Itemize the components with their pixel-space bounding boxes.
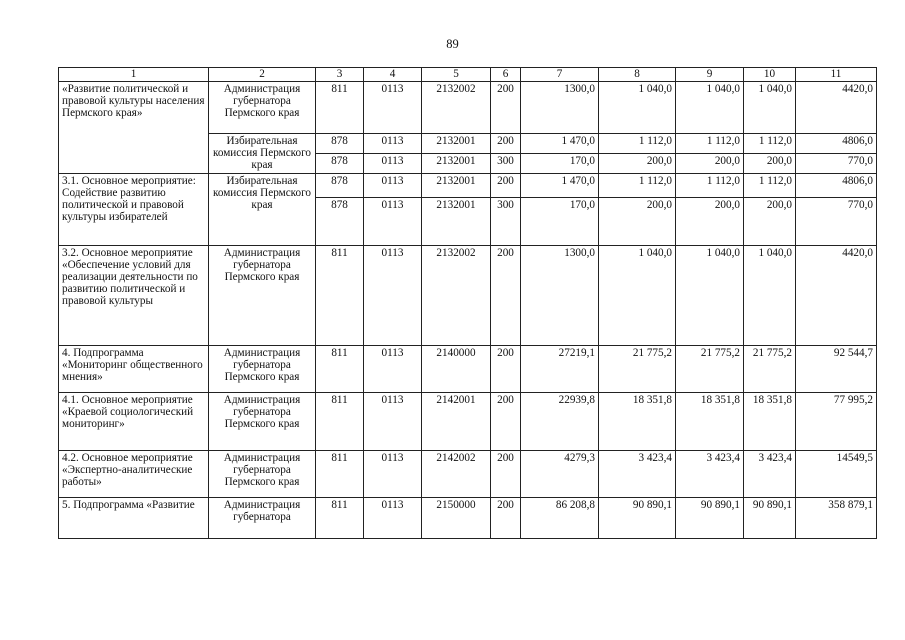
table-row <box>59 497 877 538</box>
program-name-cell: 3.1. Основное мероприятие: Содействие развитию политической и правовой культуры избирателей <box>59 173 209 245</box>
amount-cell: 90 890,1 <box>599 497 676 538</box>
header-cell: 4 <box>364 68 422 82</box>
code-cell: 811 <box>316 392 364 450</box>
amount-cell: 1 112,0 <box>744 173 796 197</box>
code-cell: 878 <box>316 134 364 154</box>
executor-cell: Избирательная комиссия Пермского края <box>209 134 316 174</box>
amount-cell: 1 040,0 <box>676 82 744 134</box>
code-cell: 0113 <box>364 497 422 538</box>
amount-cell: 14549,5 <box>796 450 877 497</box>
table-row <box>59 82 877 134</box>
amount-cell: 200,0 <box>599 197 676 245</box>
amount-cell: 200,0 <box>744 197 796 245</box>
budget-table <box>58 67 877 539</box>
header-cell: 11 <box>796 68 877 82</box>
amount-cell: 90 890,1 <box>676 497 744 538</box>
amount-cell: 4806,0 <box>796 134 877 154</box>
code-cell: 811 <box>316 450 364 497</box>
code-cell: 200 <box>491 392 521 450</box>
amount-cell: 1 470,0 <box>521 134 599 154</box>
amount-cell: 200,0 <box>744 153 796 173</box>
amount-cell: 1 040,0 <box>744 82 796 134</box>
executor-cell: Администрация губернатора <box>209 497 316 538</box>
code-cell: 200 <box>491 345 521 392</box>
program-name-cell: 5. Подпрограмма «Развитие <box>59 497 209 538</box>
code-cell: 2132002 <box>422 245 491 345</box>
executor-cell: Администрация губернатора Пермского края <box>209 345 316 392</box>
amount-cell: 1 112,0 <box>744 134 796 154</box>
code-cell: 200 <box>491 82 521 134</box>
amount-cell: 18 351,8 <box>599 392 676 450</box>
amount-cell: 1300,0 <box>521 245 599 345</box>
header-row <box>59 68 877 82</box>
code-cell: 2132001 <box>422 153 491 173</box>
amount-cell: 18 351,8 <box>676 392 744 450</box>
amount-cell: 27219,1 <box>521 345 599 392</box>
executor-cell: Администрация губернатора Пермского края <box>209 245 316 345</box>
amount-cell: 4420,0 <box>796 82 877 134</box>
code-cell: 0113 <box>364 245 422 345</box>
amount-cell: 1300,0 <box>521 82 599 134</box>
header-cell: 8 <box>599 68 676 82</box>
amount-cell: 90 890,1 <box>744 497 796 538</box>
code-cell: 811 <box>316 345 364 392</box>
program-name-cell: 4.2. Основное мероприятие «Экспертно-аналитические работы» <box>59 450 209 497</box>
amount-cell: 1 040,0 <box>676 245 744 345</box>
code-cell: 200 <box>491 450 521 497</box>
amount-cell: 21 775,2 <box>744 345 796 392</box>
amount-cell: 200,0 <box>676 197 744 245</box>
amount-cell: 170,0 <box>521 153 599 173</box>
amount-cell: 21 775,2 <box>676 345 744 392</box>
amount-cell: 21 775,2 <box>599 345 676 392</box>
program-name-cell: 3.2. Основное мероприятие «Обеспечение условий для реализации деятельности по развитию политической и правовой культуры <box>59 245 209 345</box>
amount-cell: 4279,3 <box>521 450 599 497</box>
code-cell: 0113 <box>364 173 422 197</box>
executor-cell: Администрация губернатора Пермского края <box>209 450 316 497</box>
code-cell: 878 <box>316 173 364 197</box>
program-name-cell: «Развитие политической и правовой культуры населения Пермского края» <box>59 82 209 174</box>
header-cell: 2 <box>209 68 316 82</box>
amount-cell: 77 995,2 <box>796 392 877 450</box>
amount-cell: 1 112,0 <box>676 134 744 154</box>
page-number: 89 <box>446 37 459 51</box>
code-cell: 2132002 <box>422 82 491 134</box>
amount-cell: 1 470,0 <box>521 173 599 197</box>
amount-cell: 3 423,4 <box>599 450 676 497</box>
amount-cell: 170,0 <box>521 197 599 245</box>
amount-cell: 200,0 <box>599 153 676 173</box>
amount-cell: 1 040,0 <box>599 82 676 134</box>
code-cell: 811 <box>316 497 364 538</box>
amount-cell: 1 112,0 <box>599 134 676 154</box>
code-cell: 0113 <box>364 134 422 154</box>
code-cell: 2132001 <box>422 197 491 245</box>
amount-cell: 1 040,0 <box>599 245 676 345</box>
amount-cell: 770,0 <box>796 153 877 173</box>
header-cell: 10 <box>744 68 796 82</box>
code-cell: 200 <box>491 497 521 538</box>
code-cell: 811 <box>316 245 364 345</box>
code-cell: 300 <box>491 197 521 245</box>
header-cell: 6 <box>491 68 521 82</box>
code-cell: 0113 <box>364 345 422 392</box>
code-cell: 200 <box>491 134 521 154</box>
code-cell: 2150000 <box>422 497 491 538</box>
header-cell: 7 <box>521 68 599 82</box>
code-cell: 2142002 <box>422 450 491 497</box>
executor-cell: Администрация губернатора Пермского края <box>209 82 316 134</box>
code-cell: 878 <box>316 153 364 173</box>
header-cell: 3 <box>316 68 364 82</box>
table-row <box>59 245 877 345</box>
amount-cell: 358 879,1 <box>796 497 877 538</box>
code-cell: 2132001 <box>422 134 491 154</box>
header-cell: 9 <box>676 68 744 82</box>
code-cell: 2142001 <box>422 392 491 450</box>
amount-cell: 4420,0 <box>796 245 877 345</box>
amount-cell: 86 208,8 <box>521 497 599 538</box>
amount-cell: 18 351,8 <box>744 392 796 450</box>
code-cell: 0113 <box>364 82 422 134</box>
executor-cell: Избирательная комиссия Пермского края <box>209 173 316 245</box>
code-cell: 878 <box>316 197 364 245</box>
code-cell: 0113 <box>364 392 422 450</box>
amount-cell: 770,0 <box>796 197 877 245</box>
code-cell: 811 <box>316 82 364 134</box>
table-row <box>59 173 877 197</box>
executor-cell: Администрация губернатора Пермского края <box>209 392 316 450</box>
table-row <box>59 450 877 497</box>
code-cell: 2132001 <box>422 173 491 197</box>
code-cell: 2140000 <box>422 345 491 392</box>
amount-cell: 3 423,4 <box>676 450 744 497</box>
amount-cell: 22939,8 <box>521 392 599 450</box>
amount-cell: 3 423,4 <box>744 450 796 497</box>
program-name-cell: 4.1. Основное мероприятие «Краевой социологический мониторинг» <box>59 392 209 450</box>
amount-cell: 1 112,0 <box>676 173 744 197</box>
code-cell: 200 <box>491 245 521 345</box>
code-cell: 0113 <box>364 197 422 245</box>
amount-cell: 1 112,0 <box>599 173 676 197</box>
header-cell: 1 <box>59 68 209 82</box>
amount-cell: 1 040,0 <box>744 245 796 345</box>
code-cell: 200 <box>491 173 521 197</box>
header-cell: 5 <box>422 68 491 82</box>
amount-cell: 4806,0 <box>796 173 877 197</box>
code-cell: 0113 <box>364 153 422 173</box>
code-cell: 300 <box>491 153 521 173</box>
amount-cell: 200,0 <box>676 153 744 173</box>
table-row <box>59 392 877 450</box>
program-name-cell: 4. Подпрограмма «Мониторинг общественного мнения» <box>59 345 209 392</box>
code-cell: 0113 <box>364 450 422 497</box>
amount-cell: 92 544,7 <box>796 345 877 392</box>
table-row <box>59 345 877 392</box>
